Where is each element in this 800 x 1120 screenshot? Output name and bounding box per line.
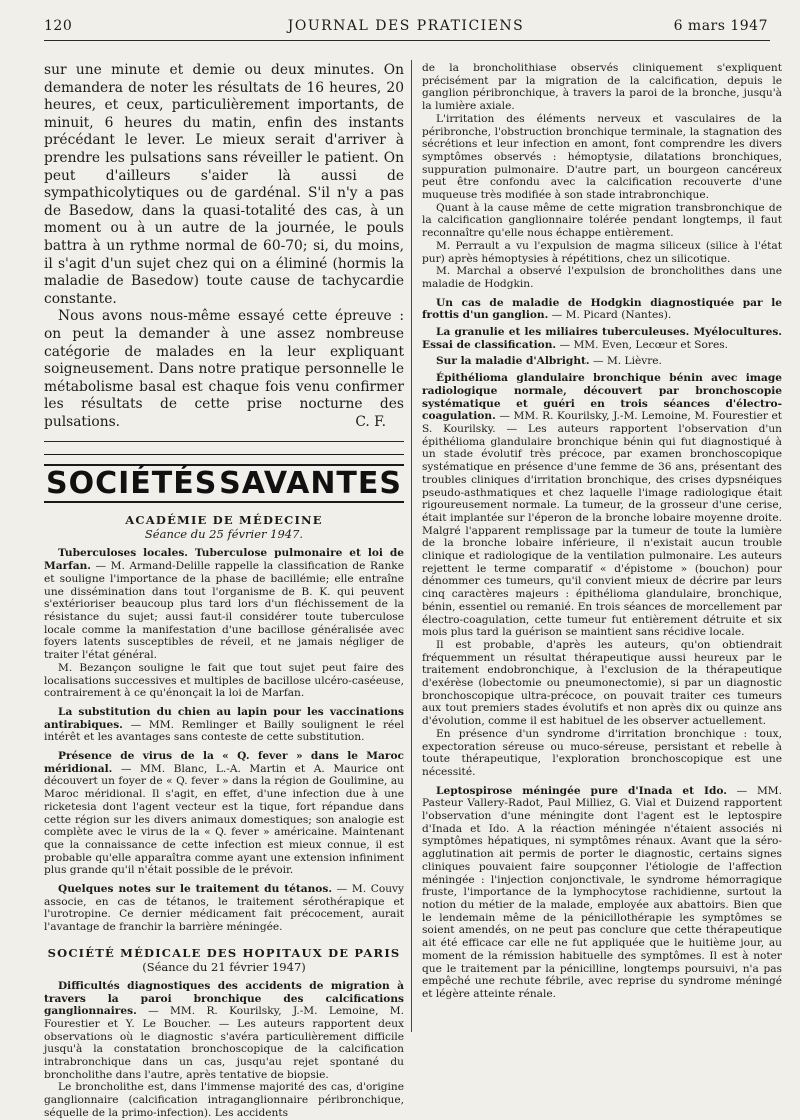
- academy-session-date: Séance du 25 février 1947.: [144, 527, 304, 542]
- lead-paragraph: Nous avons nous-même essayé cette épreuve : on peut la demander à une assez nombreuse catégorie de malades en la leur expliquant soigneusement. Dans notre pratique personnelle le métabolisme basal est chaque fois venu confirmer les résultats de cette prise nocturne des pulsations.: [44, 308, 404, 430]
- report-item: L'irritation des éléments nerveux et vasculaires de la péribronche, l'obstruction bronchique terminale, la stagnation des sécrétions et leur infection en amont, font comprendre les divers symptômes observés : hémoptysie, dilatations bronchiques, suppuration pulmonaire. D'autre part, un bourgeon cancéreux peut être confondu avec la calcification recouverte d'une muqueuse très modifiée à son stade intrabronchique.: [422, 112, 782, 202]
- issue-date: 6 mars 1947: [673, 18, 768, 34]
- column-divider: [411, 60, 412, 1032]
- report-item: Épithélioma glandulaire bronchique bénin avec image radiologique normale, découvert par bronchoscopie systématique et guéri en trois séances d'électro-coagulation. — MM. R. Kourilsky, J.-M. Lemoine, M. Fourestier et S. Kourilsky. — Les auteurs rapportent l'observation d'un épithélioma glandulaire bronchique bénin qui fut diagnostiqué à un stade évolutif très précoce, par examen bronchoscopique systématique en présence d'une femme de 36 ans, présentant des troubles cliniques d'irritation bronchique, des crises dypsnéiques pseudo-asthmatiques et chez laquelle l'image radiologique était rigoureusement normale. La tumeur, de la grosseur d'une cerise, était implantée sur l'éperon de la bronche lobaire moyenne droite. Malgré l'apparent remplissage par la tumeur de toute la lumière de la bronche lobaire inférieure, il n'existait aucun trouble clinique et radiologique de la ventilation pulmonaire. Les auteurs rejettent le terme comparatif « d'épistome » (bouchon) pour dénommer ces tumeurs, qu'il convient mieux de décrire par leurs cinq caractères majeurs : épithélioma glandulaire, bronchique, bénin, essentiel ou remanié. En trois séances de morcellement par électro-coagulation, cette tumeur fut entièrement détruite et six mois plus tard la guérison se maintient sans récidive locale.: [422, 372, 782, 639]
- banner-top-rule: [44, 454, 404, 458]
- journal-title: JOURNAL DES PRATICIENS: [287, 18, 525, 34]
- hospital-session-date: (Séance du 21 février 1947): [142, 959, 306, 974]
- banner-word: SAVANTES: [219, 466, 402, 502]
- academy-items: [44, 547, 404, 933]
- page-number: 120: [44, 18, 73, 34]
- report-item: M. Marchal a observé l'expulsion de broncholithes dans une maladie de Hodgkin.: [422, 265, 782, 290]
- report-item: La substitution du chien au lapin pour les vaccinations antirabiques. — MM. Remlinger et Bailly soulignent le réel intérêt et les avantages sans conteste de cette substitution.: [44, 705, 404, 744]
- article-separator: [44, 441, 404, 442]
- report-item: Présence de virus de la « Q. fever » dans le Maroc méridional. — MM. Blanc, L.-A. Martin et A. Maurice ont découvert un foyer de « Q. fever » dans la région de Goulimine, au Maroc méridional. Il s'agit, en effet, d'une infection due à une ricketesia dont l'agent vecteur est la tique, fort répandue dans cette région sur les divers animaux domestiques; son analogie est complète avec le virus de la « Q. fever » américaine. Maintenant que la connaissance de cette infection est mieux connue, il est probable qu'elle apparaîtra comme ayant une extension infiniment plus grande qu'il n'était possible de le prévoir.: [44, 750, 404, 877]
- report-item: La granulie et les miliaires tuberculeuses. Myélocultures. Essai de classification. — MM. Even, Lecœur et Sores.: [422, 326, 782, 351]
- report-item: Leptospirose méningée pure d'Inada et Ido. — MM. Pasteur Vallery-Radot, Paul Milliez, G. Vial et Duizend rapportent l'observation d'une méningite dont l'agent est le leptospire d'Inada et Ido. A la réaction méningée n'étaient associés ni symptômes hépatiques, ni symptômes rénaux. Avant que la séro-agglutination ait permis de porter le diagnostic, certains signes cliniques pouvaient faire soupçonner l'étiologie de l'affection méningée : l'injection conjonctivale, le syndrome hémorragique fruste, l'importance de la lymphocytose rachidienne, surtout la notion du métier de la malade, employée aux abattoirs. Bien que le lendemain même de la pénicillothérapie les symptômes se soient amendés, on ne peut pas conclure que cette thérapeutique ait été efficace car elle ne fut appliquée que le huitième jour, au moment de la rémission habituelle des symptômes. Il est à noter que le traitement par la pénicilline, longtemps poursuivi, n'a pas empêché une rechute fébrile, avec reprise du syndrome méningé et légère atteinte rénale.: [422, 784, 783, 1000]
- report-item: M. Bezançon souligne le fait que tout sujet peut faire des localisations successives et multiples de bacillose ulcéro-caséeuse, contrairement à ce qu'énonçait la loi de Marfan.: [44, 661, 404, 700]
- report-item: Le broncholithe est, dans l'immense majorité des cas, d'origine ganglionnaire (calcification intraganglionnaire péribronchique, séquelle de la primo-infection). Les accidents: [44, 1081, 404, 1119]
- banner-word: SOCIÉTÉS: [46, 466, 218, 502]
- report-item: Difficultés diagnostiques des accidents de migration à travers la paroi bronchique des calcifications ganglionnaires. — MM. R. Kourilsky, J.-M. Lemoine, M. Fourestier et Y. Le Boucher. — Les auteurs rapportent deux observations où le diagnostic s'avéra particulièrement difficile jusqu'à la constatation bronchoscopique de la calcification intrabronchique dans un cas, jusqu'au rejet spontané du broncholithe dans l'autre, après tentative de biopsie.: [44, 979, 404, 1081]
- report-item: de la broncholithiase observés cliniquement s'expliquent précisément par la migration de la calcification, depuis le ganglion péribronchique, à travers la paroi de la bronche, jusqu'à la lumière axiale.: [422, 62, 782, 113]
- report-item: En présence d'un syndrome d'irritation bronchique : toux, expectoration séreuse ou muco-séreuse, persistant et rebelle à toute thérapeutique, l'exploration bronchoscopique est une nécessité.: [422, 727, 782, 778]
- report-item: Un cas de maladie de Hodgkin diagnostiquée par le frottis d'un ganglion. — M. Picard (Nantes).: [422, 296, 782, 322]
- report-item: Il est probable, d'après les auteurs, qu'on obtiendrait fréquemment un résultat thérapeutique aussi heureux par le traitement endobronchique, à l'exclusion de la thérapeutique d'exérèse (lobectomie ou pneumonectomie), si par un diagnostic bronchoscopique ultra-précoce, on pouvait traiter ces tumeurs aux tout premiers stades évolutifs et non après dix ou quinze ans d'évolution, comme il est habituel de les observer actuellement.: [422, 638, 782, 728]
- report-item: Sur la maladie d'Albright. — M. Lièvre.: [436, 355, 662, 368]
- report-item: Tuberculoses locales. Tuberculose pulmonaire et loi de Marfan. — M. Armand-Delille rappelle la classification de Ranke et souligne l'importance de la phase de bacillémie; elle entraîne une dissémination dans tout l'organisme de B. K. qui peuvent s'extérioriser beaucoup plus tard lors d'un fléchissement de la résistance du sujet; aussi faut-il considérer toute tuberculose locale comme la manifestation d'une bacillose généralisée avec foyers latents susceptibles de réveil, et ne jamais négliger de traiter l'état général.: [44, 547, 404, 662]
- section-banner: [44, 464, 404, 503]
- header-rule: [44, 40, 770, 41]
- report-item: Quelques notes sur le traitement du tétanos. — M. Couvy associe, en cas de tétanos, le traitement sérothérapique et l'urotropine. Ce dernier médicament fait précocement, aurait l'avantage de franchir la barrière méningée.: [44, 883, 404, 934]
- hospital-items: [44, 980, 404, 1120]
- left-column: [44, 62, 404, 1120]
- lead-paragraph: sur une minute et demie ou deux minutes. On demandera de noter les résultats de 16 heures, 20 heures, et ceux, particulièrement importants, de minuit, 6 heures du matin, enfin des instants précédant le lever. Le mieux serait d'arriver à prendre les pulsations sans réveiller le patient. On peut d'ailleurs s'aider là aussi de sympathicolytiques ou de gardénal. S'il n'y a pas de Basedow, dans la quasi-totalité des cas, à un moment ou à un autre de la journée, le pouls battra à un rythme normal de 60-70; si, du moins, il s'agit d'un sujet chez qui on a éliminé (hormis la maladie de Basedow) toute cause de tachycardie constante.: [44, 62, 404, 307]
- report-item: Quant à la cause même de cette migration transbronchique de la calcification ganglionnaire tolérée pendant longtemps, il faut reconnaître qu'elle nous échappe entièrement.: [422, 201, 782, 240]
- lead-article: [44, 62, 404, 431]
- hospital-society-heading: SOCIÉTÉ MÉDICALE DES HOPITAUX DE PARIS: [47, 945, 401, 960]
- right-column: [422, 62, 782, 1001]
- page-header: [44, 18, 768, 40]
- academy-heading: ACADÉMIE DE MÉDECINE: [125, 513, 323, 528]
- article-signature: C. F.: [355, 413, 386, 430]
- report-item: M. Perrault a vu l'expulsion de magma siliceux (silice à l'état pur) après hémoptysies à répétitions, chez un silicotique.: [422, 239, 782, 265]
